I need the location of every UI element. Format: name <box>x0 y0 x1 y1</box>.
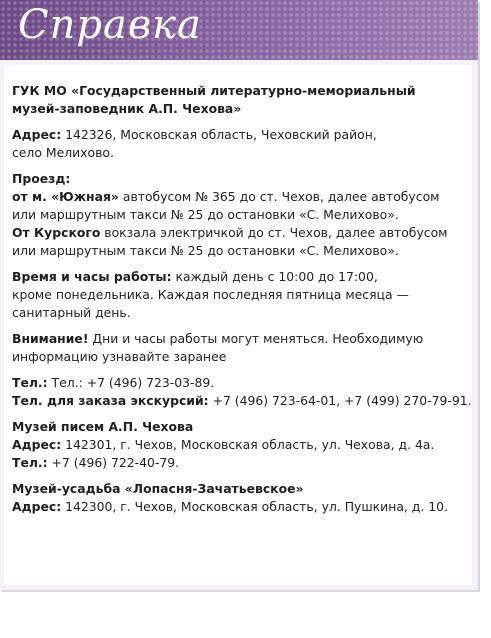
phones-block <box>12 374 472 410</box>
notice-block <box>12 330 467 366</box>
notice-line1: Дни и часы работы могут меняться. Необходимую <box>88 331 424 346</box>
letters-museum-address-label: Адрес: <box>12 437 62 452</box>
notice-label: Внимание! <box>12 331 89 346</box>
letters-museum-block <box>12 418 467 472</box>
header-banner <box>0 0 478 60</box>
letters-museum-phone-label: Тел.: <box>12 455 48 470</box>
route-heading: Проезд: <box>12 171 71 186</box>
route-b-line2: или маршрутным такси № 25 до остановки «С. Мелихово». <box>12 243 399 258</box>
estate-address-label: Адрес: <box>12 499 62 514</box>
org-name-line1: ГУК МО «Государственный литературно-мемориальный <box>12 83 416 98</box>
letters-museum-address: 142301, г. Чехов, Московская область, ул. Чехова, д. 4а. <box>61 437 435 452</box>
estate-block <box>12 480 467 516</box>
route-a-line2: или маршрутным такси № 25 до остановки «С. Мелихово». <box>12 207 399 222</box>
phone-label: Тел.: <box>12 375 48 390</box>
hours-block <box>12 268 467 322</box>
organization-block <box>12 82 467 118</box>
address-line2: село Мелихово. <box>12 145 114 160</box>
estate-name: Музей-усадьба «Лопасня-Зачатьевское» <box>12 481 304 496</box>
hours-line3: санитарный день. <box>12 305 131 320</box>
address-block <box>12 126 467 162</box>
route-block <box>12 170 467 260</box>
estate-address: 142300, г. Чехов, Московская область, ул. Пушкина, д. 10. <box>61 499 448 514</box>
hours-line2: кроме понедельника. Каждая последняя пятница месяца — <box>12 287 409 302</box>
address-label: Адрес: <box>12 127 62 142</box>
letters-museum-phone: +7 (496) 722-40-79. <box>47 455 180 470</box>
info-content <box>12 82 472 524</box>
hours-line1: каждый день с 10:00 до 17:00, <box>171 269 378 284</box>
notice-line2: информацию узнавайте заранее <box>12 349 227 364</box>
route-a-start: от м. «Южная» <box>12 189 119 204</box>
route-a-line1: автобусом № 365 до ст. Чехов, далее автобусом <box>118 189 440 204</box>
route-b-line1: вокзала электричкой до ст. Чехов, далее автобусом <box>100 225 448 240</box>
tour-phone-label: Тел. для заказа экскурсий: <box>12 393 209 408</box>
org-name-line2: музей-заповедник А.П. Чехова» <box>12 101 242 116</box>
hours-label: Время и часы работы: <box>12 269 172 284</box>
route-b-start: От Курского <box>12 225 101 240</box>
phone-value: Тел.: +7 (496) 723-03-89. <box>47 375 215 390</box>
address-line1: 142326, Московская область, Чеховский район, <box>61 127 377 142</box>
letters-museum-name: Музей писем А.П. Чехова <box>12 419 194 434</box>
page-title: Справка <box>18 2 202 48</box>
tour-phone-value: +7 (496) 723-64-01, +7 (499) 270-79-91. <box>208 393 472 408</box>
